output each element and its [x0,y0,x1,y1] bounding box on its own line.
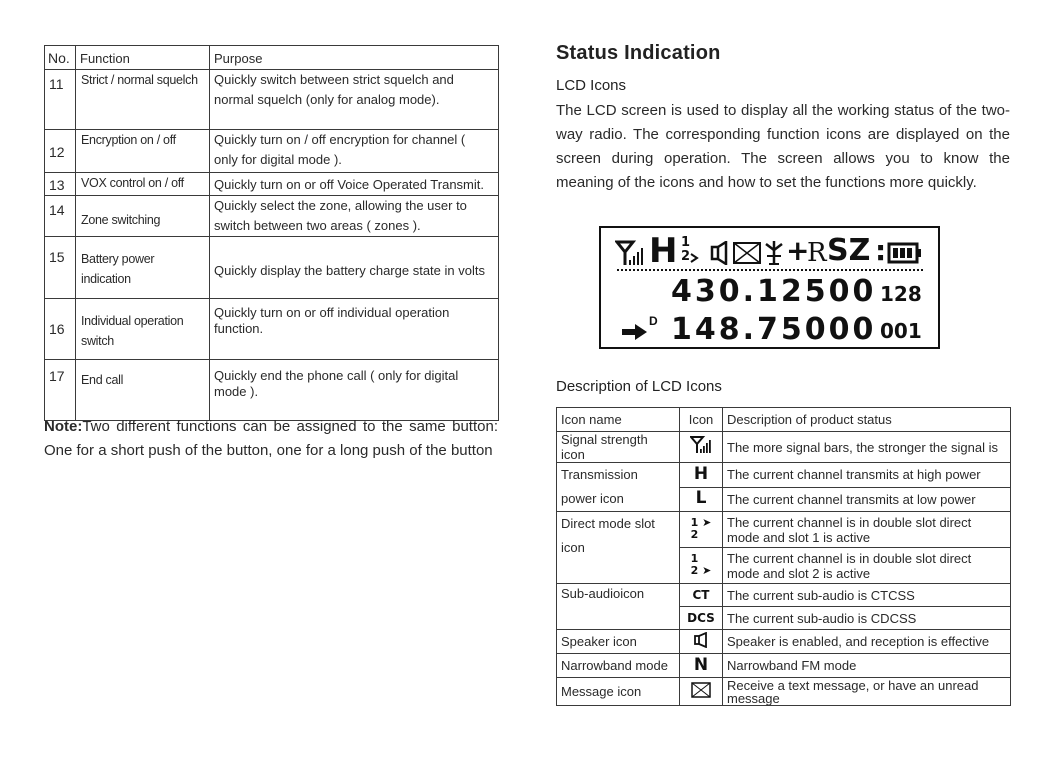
purpose-line: Quickly switch between strict squelch and [214,72,454,87]
icon-cell [680,607,723,630]
message-icon [733,242,761,264]
icon-cell [680,463,723,488]
table-row [557,512,1011,548]
desc-line: message [727,690,780,706]
row-purpose [210,130,499,173]
desc-line: The current channel is in double slot direct [727,550,972,566]
speaker-icon [694,632,708,648]
table-row [45,130,499,173]
icon-cell [680,654,723,678]
lcd-icon-row [613,232,933,270]
purpose-line: switch between two areas ( zones ). [214,218,421,233]
frequency-top: 430.12500 [671,274,877,309]
slot1-icon [691,517,712,541]
table-row [45,237,499,299]
slot-number: 1 [690,552,699,565]
row-function: Encryption on / off [76,130,210,173]
header-no: No. [45,46,76,70]
name-line: Direct mode slot [561,516,655,531]
name-line: icon [561,540,585,555]
table-row [45,360,499,421]
header-purpose: Purpose [210,46,499,70]
digital-mark: D [649,314,658,328]
cdcss-icon: DCS [687,610,715,625]
row-function: End call [76,360,210,421]
slot-number: 2 [690,528,699,541]
purpose-line: Quickly turn on / off encryption for channel ( [214,132,466,147]
row-number: 14 [45,196,76,237]
icon-description [723,678,1011,706]
slot-bottom-number: 2 [681,249,691,264]
table-row [557,463,1011,488]
high-power-icon: H [693,463,709,484]
table-row [557,678,1011,706]
purpose-line: Quickly turn on or off Voice Operated Transmit. [214,177,484,192]
purpose-line: only for digital mode ). [214,152,342,167]
note-label: Note: [44,418,83,435]
function-table [44,45,499,421]
header-function: Function [76,46,210,70]
header-icon: Icon [680,408,723,432]
icon-name: Sub-audioicon [557,584,680,630]
icon-table [556,407,1011,706]
icon-table-heading: Description of LCD Icons [556,378,722,395]
table-row [45,173,499,196]
row-purpose [210,196,499,237]
icon-name: Message icon [557,678,680,706]
channel-bottom: 001 [880,319,922,343]
purpose-line: Quickly end the phone call ( only for digital [214,368,459,383]
antenna-icon [764,238,784,266]
icon-description [723,548,1011,584]
row-purpose [210,299,499,360]
note-text: Two different functions can be assigned to the same button: One for a short push of the button, one for a long push of the button [44,418,498,459]
purpose-line: mode ). [214,384,259,399]
zone-icon: SZ [827,233,871,268]
row-function: Strict / normal squelch [76,70,210,130]
slot-number: 1 [690,516,699,529]
icon-description: The current sub-audio is CTCSS [723,584,1011,607]
row-purpose [210,360,499,421]
channel-top: 128 [880,282,922,306]
speaker-icon [710,241,730,265]
header-description: Description of product status [723,408,1011,432]
function-line: Battery power [81,252,155,266]
icon-name: Narrowband mode [557,654,680,678]
purpose-line: function. [214,321,264,336]
page-title: Status Indication [556,42,721,64]
desc-line: Receive a text message, or have an unread [727,677,979,693]
row-number: 12 [45,130,76,173]
row-number: 11 [45,70,76,130]
icon-cell [680,548,723,584]
icon-description: The current sub-audio is CDCSS [723,607,1011,630]
row-number: 17 [45,360,76,421]
slot-number: 2 [690,564,699,577]
table-row [45,196,499,237]
frequency-bottom: 148.75000 [671,312,877,347]
slot-arrow-icon: ➤ [702,564,712,577]
active-arrow-icon [621,322,649,342]
desc-line: mode and slot 1 is active [727,529,871,545]
table-row [45,70,499,130]
zone-colon: : [875,234,887,267]
plus-icon: + [786,234,810,267]
note-paragraph [44,415,498,463]
function-line: indication [81,272,131,286]
row-purpose [210,173,499,196]
lcd-description: The LCD screen is used to display all the working status of the two-way radio. The corresponding function icons are displayed on the screen during operation. The screen allows you to know the meaning of the icons and how to set the functions more quickly. [556,102,1010,191]
function-line: switch [81,334,114,348]
icon-cell [680,584,723,607]
table-row [557,432,1011,463]
name-line: power icon [561,491,624,506]
table-row [557,584,1011,607]
icon-cell [680,512,723,548]
purpose-line: Quickly turn on or off individual operation [214,305,450,320]
purpose-line: Quickly display the battery charge state in volts [214,263,485,278]
table-row [45,299,499,360]
name-line: Transmission [561,467,638,482]
row-function: VOX control on / off [76,173,210,196]
row-purpose [210,237,499,299]
icon-cell [680,487,723,512]
lcd-screen [599,226,940,349]
high-power-icon: H [649,231,678,271]
icon-name: Speaker icon [557,630,680,654]
icon-name [557,512,680,584]
message-icon [691,682,711,698]
table-row [557,630,1011,654]
battery-icon [887,242,923,264]
narrowband-icon: N [693,654,709,675]
row-purpose [210,70,499,130]
purpose-line: normal squelch (only for analog mode). [214,92,440,107]
row-number: 13 [45,173,76,196]
slot2-icon [691,553,712,577]
icon-description: The more signal bars, the stronger the signal is [723,432,1011,463]
row-function [76,299,210,360]
roaming-icon: R [807,238,827,268]
desc-line: mode and slot 2 is active [727,565,871,581]
icon-table-header [557,408,1011,432]
icon-cell [680,630,723,654]
ctcss-icon: CT [692,587,710,602]
slot-top-number: 1 [681,235,691,250]
icon-cell [680,678,723,706]
slot-arrow-icon [690,253,699,263]
row-function [76,237,210,299]
section-heading: LCD Icons [556,77,627,94]
row-function: Zone switching [76,196,210,237]
icon-name [557,463,680,512]
function-table-header [45,46,499,70]
purpose-line: Quickly select the zone, allowing the user to [214,198,467,213]
icon-description: The current channel transmits at high power [723,463,1011,488]
slot-arrow-icon: ➤ [702,516,712,529]
signal-strength-icon [690,436,712,454]
icon-description: The current channel transmits at low power [723,487,1011,512]
header-icon-name: Icon name [557,408,680,432]
signal-strength-icon [615,240,643,266]
icon-name: Signal strength icon [557,432,680,463]
low-power-icon: L [695,488,707,509]
table-row [557,654,1011,678]
lcd-divider [617,269,923,271]
icon-description: Speaker is enabled, and reception is effective [723,630,1011,654]
row-number: 16 [45,299,76,360]
icon-description: Narrowband FM mode [723,654,1011,678]
function-line: Individual operation [81,314,184,328]
icon-cell [680,432,723,463]
icon-description [723,512,1011,548]
desc-line: The current channel is in double slot direct [727,514,972,530]
row-number: 15 [45,237,76,299]
